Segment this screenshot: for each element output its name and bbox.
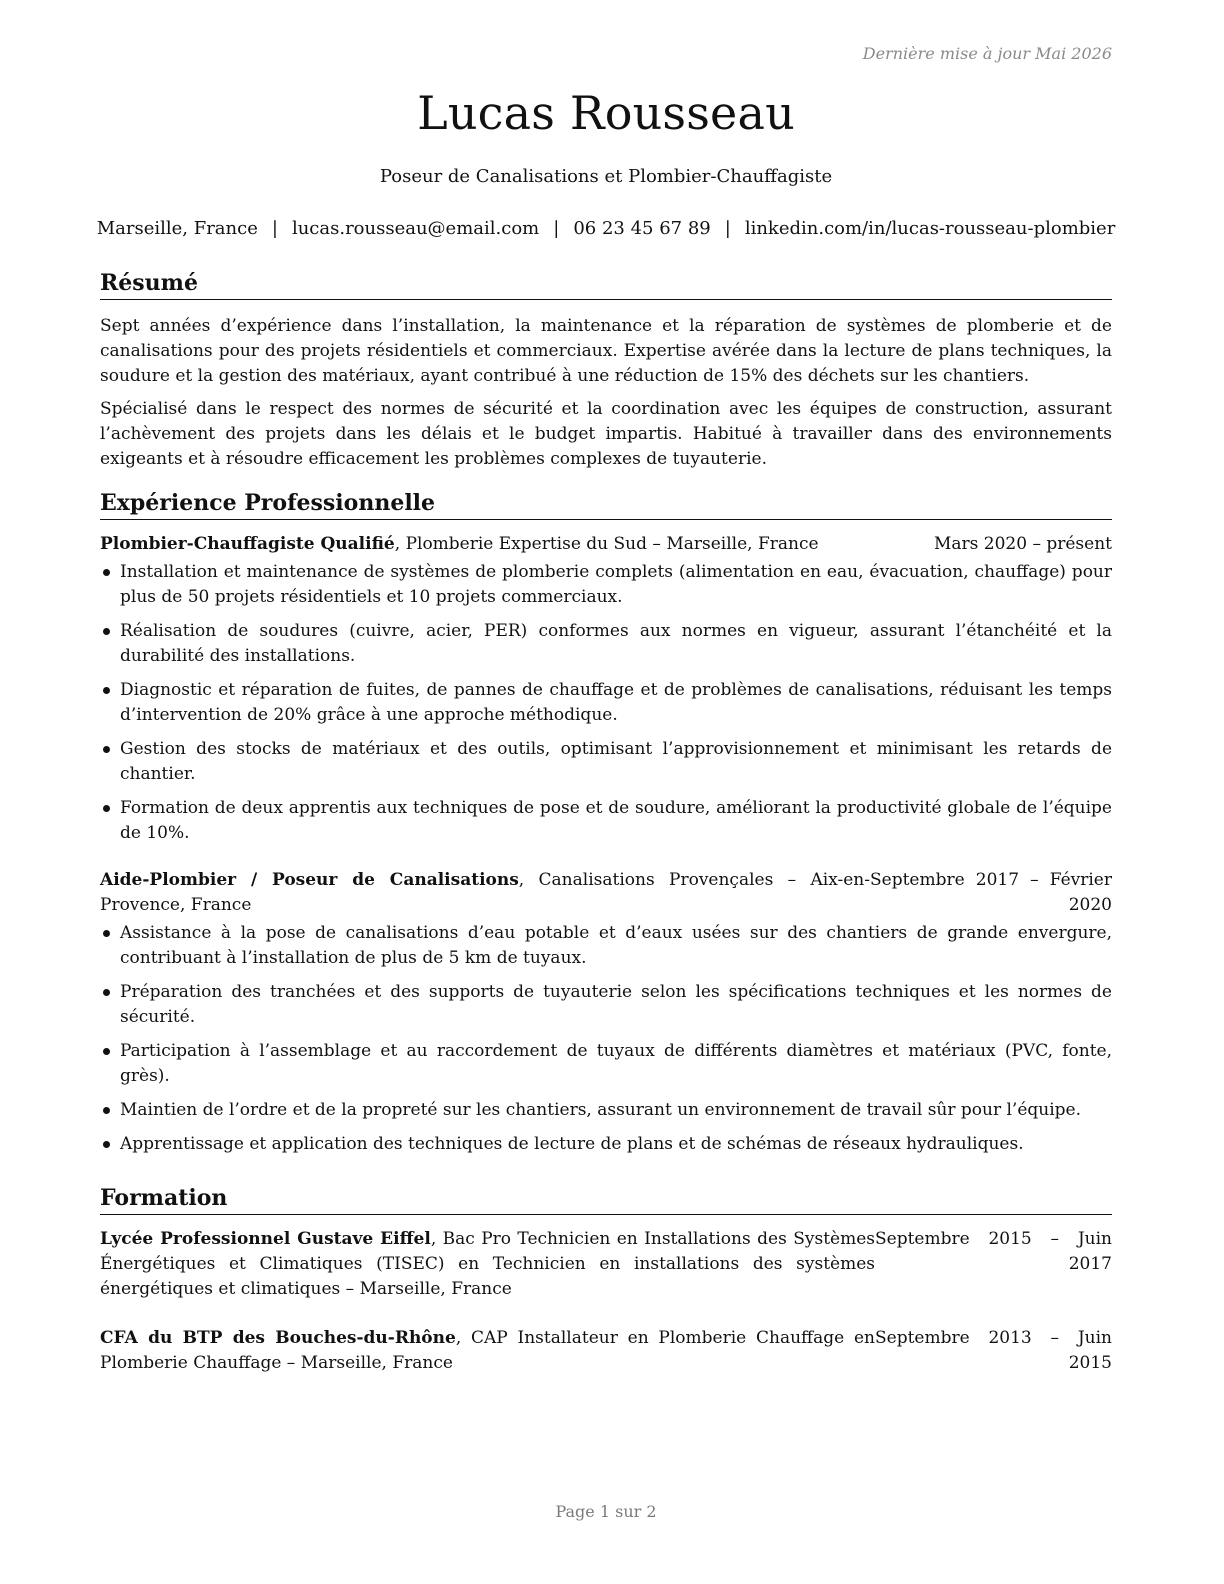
education-section	[100, 1183, 1112, 1376]
bullet-icon	[103, 1107, 110, 1114]
bullet-text: Participation à l’assemblage et au raccordement de tuyaux de différents diamètres et matériaux (PVC, fonte, grès).	[120, 1041, 1112, 1086]
contact-linkedin[interactable]: linkedin.com/in/lucas-rousseau-plombier	[744, 218, 1116, 239]
contact-line	[80, 218, 1132, 239]
list-item	[100, 619, 1112, 669]
bullet-text: Assistance à la pose de canalisations d’eau potable et d’eaux usées sur des chantiers de grande envergure, contribuant à l’installation de plus de 5 km de tuyaux.	[120, 923, 1112, 968]
bullet-text: Formation de deux apprentis aux techniques de pose et de soudure, améliorant la productivité globale de l’équipe de 10%.	[120, 798, 1112, 843]
bullet-icon	[103, 930, 110, 937]
summary-section	[100, 268, 1112, 472]
list-item	[100, 921, 1112, 971]
education-school: Lycée Professionnel Gustave Eiffel	[100, 1229, 431, 1249]
education-details: , Bac Pro Technicien en Installations des Systèmes Énergétiques et Climatiques (TISEC) en Technicien en installations des systèmes énergétiques et climatiques – Marseille, France	[100, 1229, 875, 1299]
job-company: , Canalisations Provençales – Aix-en-Provence, France	[100, 870, 870, 915]
job-header	[100, 868, 1112, 918]
last-updated-note: Dernière mise à jour Mai 2026	[862, 44, 1112, 63]
job-title-line	[100, 868, 870, 918]
list-item	[100, 980, 1112, 1030]
list-item	[100, 560, 1112, 610]
bullet-icon	[103, 1141, 110, 1148]
job-company: , Plomberie Expertise du Sud – Marseille, France	[394, 534, 819, 554]
bullet-icon	[103, 746, 110, 753]
education-title-line	[100, 1326, 875, 1376]
job-bullets	[100, 921, 1112, 1157]
job-dates: Septembre 2017 – Février 2020	[870, 870, 1112, 915]
education-dates: Septembre 2015 – Juin 2017	[875, 1229, 1112, 1274]
job-bullets	[100, 560, 1112, 846]
bullet-icon	[103, 687, 110, 694]
education-school: CFA du BTP des Bouches-du-Rhône	[100, 1328, 456, 1348]
list-item	[100, 678, 1112, 728]
bullet-text: Installation et maintenance de systèmes de plomberie complets (alimentation en eau, évacuation, chauffage) pour plus de 50 projets résidentiels et 10 projets commerciaux.	[120, 562, 1112, 607]
summary-body	[100, 314, 1112, 472]
bullet-icon	[103, 628, 110, 635]
education-title-line	[100, 1227, 875, 1302]
job-role: Plombier-Chauffagiste Qualifié	[100, 534, 395, 554]
bullet-icon	[103, 805, 110, 812]
page-number: Page 1 sur 2	[555, 1502, 657, 1521]
bullet-icon	[103, 569, 110, 576]
summary-paragraph: Sept années d’expérience dans l’installation, la maintenance et la réparation de systèmes de plomberie et de canalisations pour des projets résidentiels et commerciaux. Expertise avérée dans la lecture de plans techniques, la soudure et la gestion des matériaux, ayant contribué à une réduction de 15% des déchets sur les chantiers.	[100, 316, 1112, 386]
candidate-name: Lucas Rousseau	[417, 86, 795, 140]
job-header	[100, 532, 1112, 557]
education-header	[100, 1326, 1112, 1376]
section-heading-experience: Expérience Professionnelle	[100, 488, 1112, 520]
bullet-text: Gestion des stocks de matériaux et des outils, optimisant l’approvisionnement et minimisant les retards de chantier.	[120, 739, 1112, 784]
job-role: Aide-Plombier / Poseur de Canalisations	[100, 870, 519, 890]
list-item	[100, 1098, 1112, 1123]
summary-paragraph: Spécialisé dans le respect des normes de sécurité et la coordination avec les équipes de construction, assurant l’achèvement des projets dans les délais et le budget impartis. Habitué à travailler dans des environnements exigeants et à résoudre efficacement les problèmes complexes de tuyauterie.	[100, 399, 1112, 469]
contact-separator: |	[271, 218, 278, 239]
bullet-text: Apprentissage et application des techniques de lecture de plans et de schémas de réseaux hydrauliques.	[120, 1134, 1024, 1154]
education-details: , CAP Installateur en Plomberie Chauffage en Plomberie Chauffage – Marseille, France	[100, 1328, 875, 1373]
list-item	[100, 1132, 1112, 1157]
section-heading-summary: Résumé	[100, 268, 1112, 300]
list-item	[100, 796, 1112, 846]
education-dates: Septembre 2013 – Juin 2015	[875, 1328, 1112, 1373]
list-item	[100, 737, 1112, 787]
list-item	[100, 1039, 1112, 1089]
contact-email[interactable]: lucas.rousseau@email.com	[291, 218, 540, 239]
contact-separator: |	[724, 218, 731, 239]
bullet-text: Diagnostic et réparation de fuites, de pannes de chauffage et de problèmes de canalisations, réduisant les temps d’intervention de 20% grâce à une approche méthodique.	[120, 680, 1112, 725]
job-entry	[100, 532, 1112, 846]
bullet-icon	[103, 989, 110, 996]
bullet-text: Réalisation de soudures (cuivre, acier, PER) conformes aux normes en vigueur, assurant l’étanchéité et la durabilité des installations.	[120, 621, 1112, 666]
resume-content	[100, 268, 1112, 1376]
education-header	[100, 1227, 1112, 1302]
education-entry	[100, 1326, 1112, 1376]
job-entry	[100, 868, 1112, 1157]
bullet-icon	[103, 1048, 110, 1055]
resume-page	[96, 0, 1116, 1584]
bullet-text: Maintien de l’ordre et de la propreté sur les chantiers, assurant un environnement de travail sûr pour l’équipe.	[120, 1100, 1082, 1120]
bullet-text: Préparation des tranchées et des supports de tuyauterie selon les spécifications techniques et les normes de sécurité.	[120, 982, 1112, 1027]
job-dates: Mars 2020 – présent	[933, 534, 1112, 554]
job-title-line	[100, 532, 922, 557]
education-entry	[100, 1227, 1112, 1302]
contact-separator: |	[553, 218, 560, 239]
section-heading-education: Formation	[100, 1183, 1112, 1215]
contact-phone[interactable]: 06 23 45 67 89	[573, 218, 711, 239]
candidate-title: Poseur de Canalisations et Plombier-Chauffagiste	[379, 166, 833, 187]
contact-location: Marseille, France	[96, 218, 258, 239]
experience-section	[100, 488, 1112, 1157]
